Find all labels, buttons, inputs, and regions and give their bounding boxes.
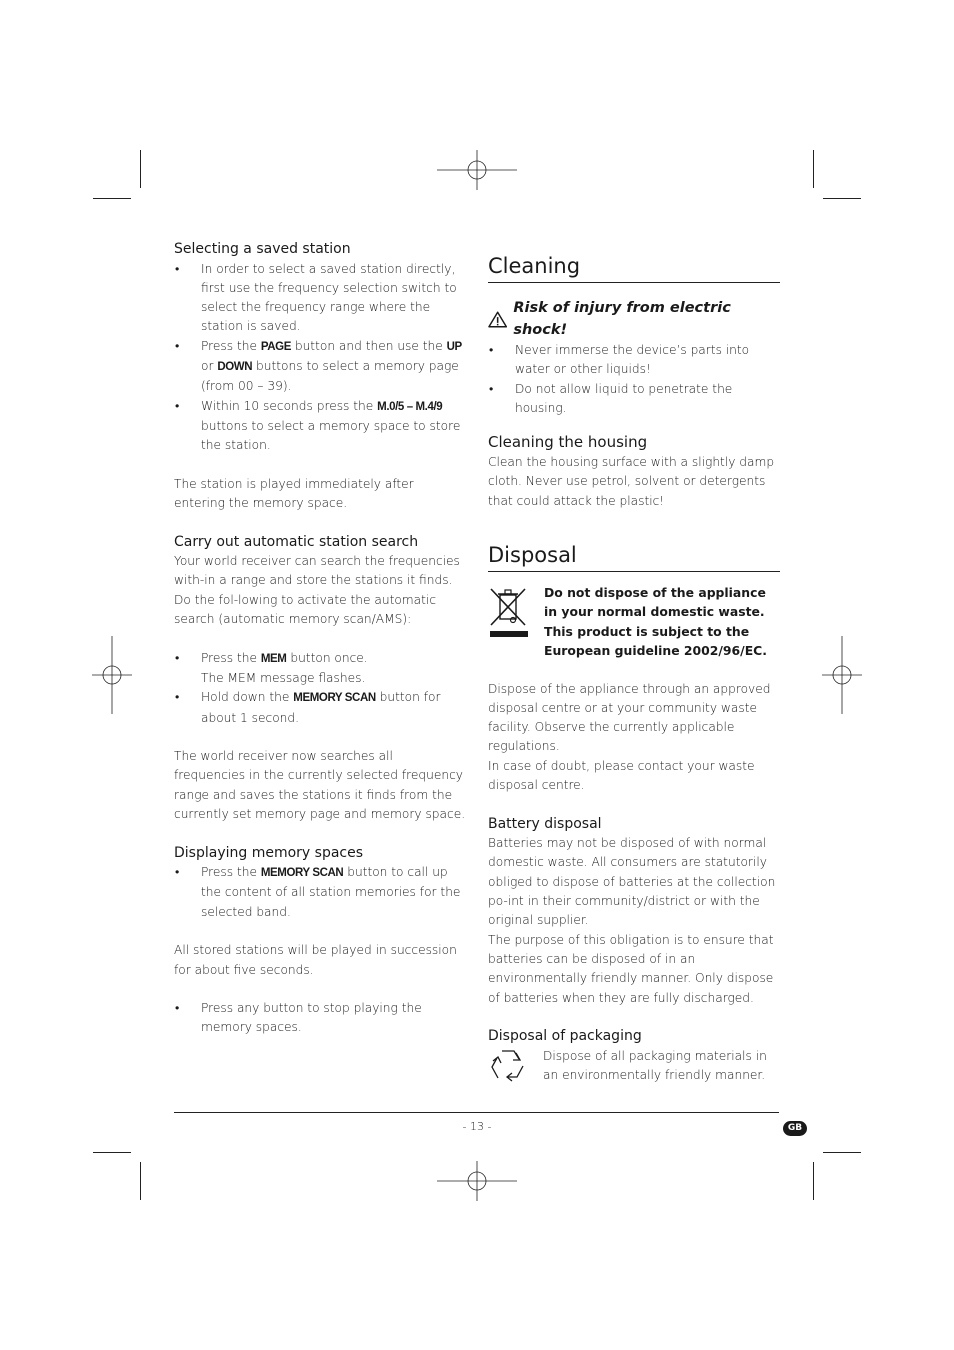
key-label: UP — [446, 340, 462, 353]
section-heading: Disposal of packaging — [488, 1028, 642, 1045]
crop-mark — [140, 1162, 141, 1200]
display-label: MEM — [227, 670, 257, 685]
list-item-text: Hold down the — [201, 690, 294, 705]
list-item-text: button for about 1 second. — [201, 690, 441, 725]
list-item — [174, 397, 467, 456]
list-item-text: Do not allow liquid to penetrate the housing. — [515, 381, 733, 415]
list-item-text: buttons to select a memory page (from 00 – 39). — [201, 358, 459, 394]
list-item-text: button and then use the — [290, 338, 447, 353]
list-item — [174, 863, 467, 922]
paragraph: Dispose of the appliance through an approved disposal centre or at your community waste facility. Observe the currently applicable regulations. — [488, 681, 771, 754]
weee-notice-text: Do not dispose of the appliance in your normal domestic waste. This product is subject to the European guideline 2002/96/EC. — [544, 585, 767, 658]
paragraph: All stored stations will be played in succession for about five seconds. — [174, 943, 457, 977]
crop-mark — [813, 1162, 814, 1200]
section-heading: Carry out automatic station search — [174, 533, 419, 550]
paragraph: Clean the housing surface with a slightly damp cloth. Never use petrol, solvent or detergents that could attack the plastic! — [488, 455, 775, 508]
key-label: PAGE — [260, 340, 291, 353]
list-item-text: button to call up the content of all station memories for the selected band. — [201, 865, 461, 919]
key-label: MEMORY SCAN — [293, 692, 376, 705]
section-heading: Cleaning the housing — [488, 433, 648, 452]
paragraph: The purpose of this obligation is to ensure that batteries can be disposed of in an environmentally friendly manner. Only dispose of batteries when they are fully discharged. — [488, 932, 774, 1005]
packaging-text: Dispose of all packaging materials in an environmentally friendly manner. — [543, 1048, 767, 1082]
left-column — [174, 240, 467, 1038]
list-item — [174, 649, 467, 689]
list-item-text: button once. — [286, 650, 368, 665]
bullet-list — [174, 260, 467, 456]
list-item — [174, 999, 467, 1038]
warning-text: Risk of injury from electric shock! — [513, 300, 731, 338]
section-title: Cleaning — [488, 252, 780, 283]
section-heading: Displaying memory spaces — [174, 844, 364, 861]
warning-triangle-icon — [488, 311, 507, 328]
list-item-text: Press the — [201, 338, 261, 353]
registration-mark-icon — [437, 150, 517, 190]
list-item-text: message flashes. — [256, 670, 366, 685]
list-item-text: Within 10 seconds press the — [201, 398, 378, 413]
registration-mark-icon — [92, 636, 132, 714]
list-item — [488, 341, 780, 380]
registration-mark-icon — [437, 1161, 517, 1201]
list-item-text: Press any button to stop playing the memory spaces. — [201, 1001, 422, 1035]
crop-mark — [93, 1152, 131, 1153]
list-item — [488, 380, 780, 419]
crop-mark — [93, 198, 131, 199]
crop-mark — [823, 198, 861, 199]
bullet-list — [174, 999, 467, 1038]
list-item — [174, 337, 467, 397]
key-label: MEM — [260, 652, 287, 665]
packaging-notice — [488, 1047, 780, 1086]
bullet-list — [174, 863, 467, 922]
registration-mark-icon — [822, 636, 862, 714]
crossed-bin-icon — [488, 586, 530, 638]
crop-mark — [813, 150, 814, 188]
crop-mark — [140, 150, 141, 188]
recycling-icon — [488, 1047, 528, 1083]
right-column — [488, 252, 780, 1085]
list-item-text: buttons to select a memory space to store the station. — [201, 418, 461, 453]
section-heading: Selecting a saved station — [174, 241, 351, 257]
bullet-list — [174, 649, 467, 728]
list-item-text: The — [201, 670, 228, 685]
language-badge: GB — [783, 1121, 807, 1136]
crop-mark — [823, 1152, 861, 1153]
list-item-text: Press the — [201, 650, 261, 665]
footer-rule — [174, 1112, 779, 1113]
bullet-list — [488, 341, 780, 418]
list-item-text: Never immerse the device’s parts into water or other liquids! — [515, 343, 750, 377]
list-item-text: Press the — [201, 865, 261, 880]
page-number: - 13 - — [462, 1120, 492, 1133]
weee-notice — [488, 586, 780, 660]
key-label: MEMORY SCAN — [260, 867, 344, 880]
section-title: Disposal — [488, 541, 780, 572]
key-label: M.0/5 – M.4/9 — [377, 400, 443, 413]
list-item — [174, 688, 467, 728]
key-label: DOWN — [217, 360, 253, 373]
list-item-text: In order to select a saved station directly, first use the frequency selection switch to select the frequency range where the station is saved. — [201, 261, 457, 334]
list-item-text: or — [201, 358, 218, 373]
paragraph: The station is played immediately after entering the memory space. — [174, 476, 414, 511]
warning-line — [488, 297, 780, 341]
paragraph: Batteries may not be disposed of with normal domestic waste. All consumers are statutorily obliged to dispose of batteries at the collection po-int in their community/district or with the original supplier. — [488, 836, 776, 928]
section-heading: Battery disposal — [488, 815, 602, 832]
paragraph: Your world receiver can search the frequencies with-in a range and store the stations it finds. Do the fol-lowing to activate the automatic search (automatic memory scan/AMS): — [174, 554, 460, 627]
list-item — [174, 260, 467, 337]
paragraph: The world receiver now searches all frequencies in the currently selected frequency range and saves the stations it finds from the currently set memory page and memory space. — [174, 749, 466, 822]
paragraph: In case of doubt, please contact your waste disposal centre. — [488, 758, 755, 793]
